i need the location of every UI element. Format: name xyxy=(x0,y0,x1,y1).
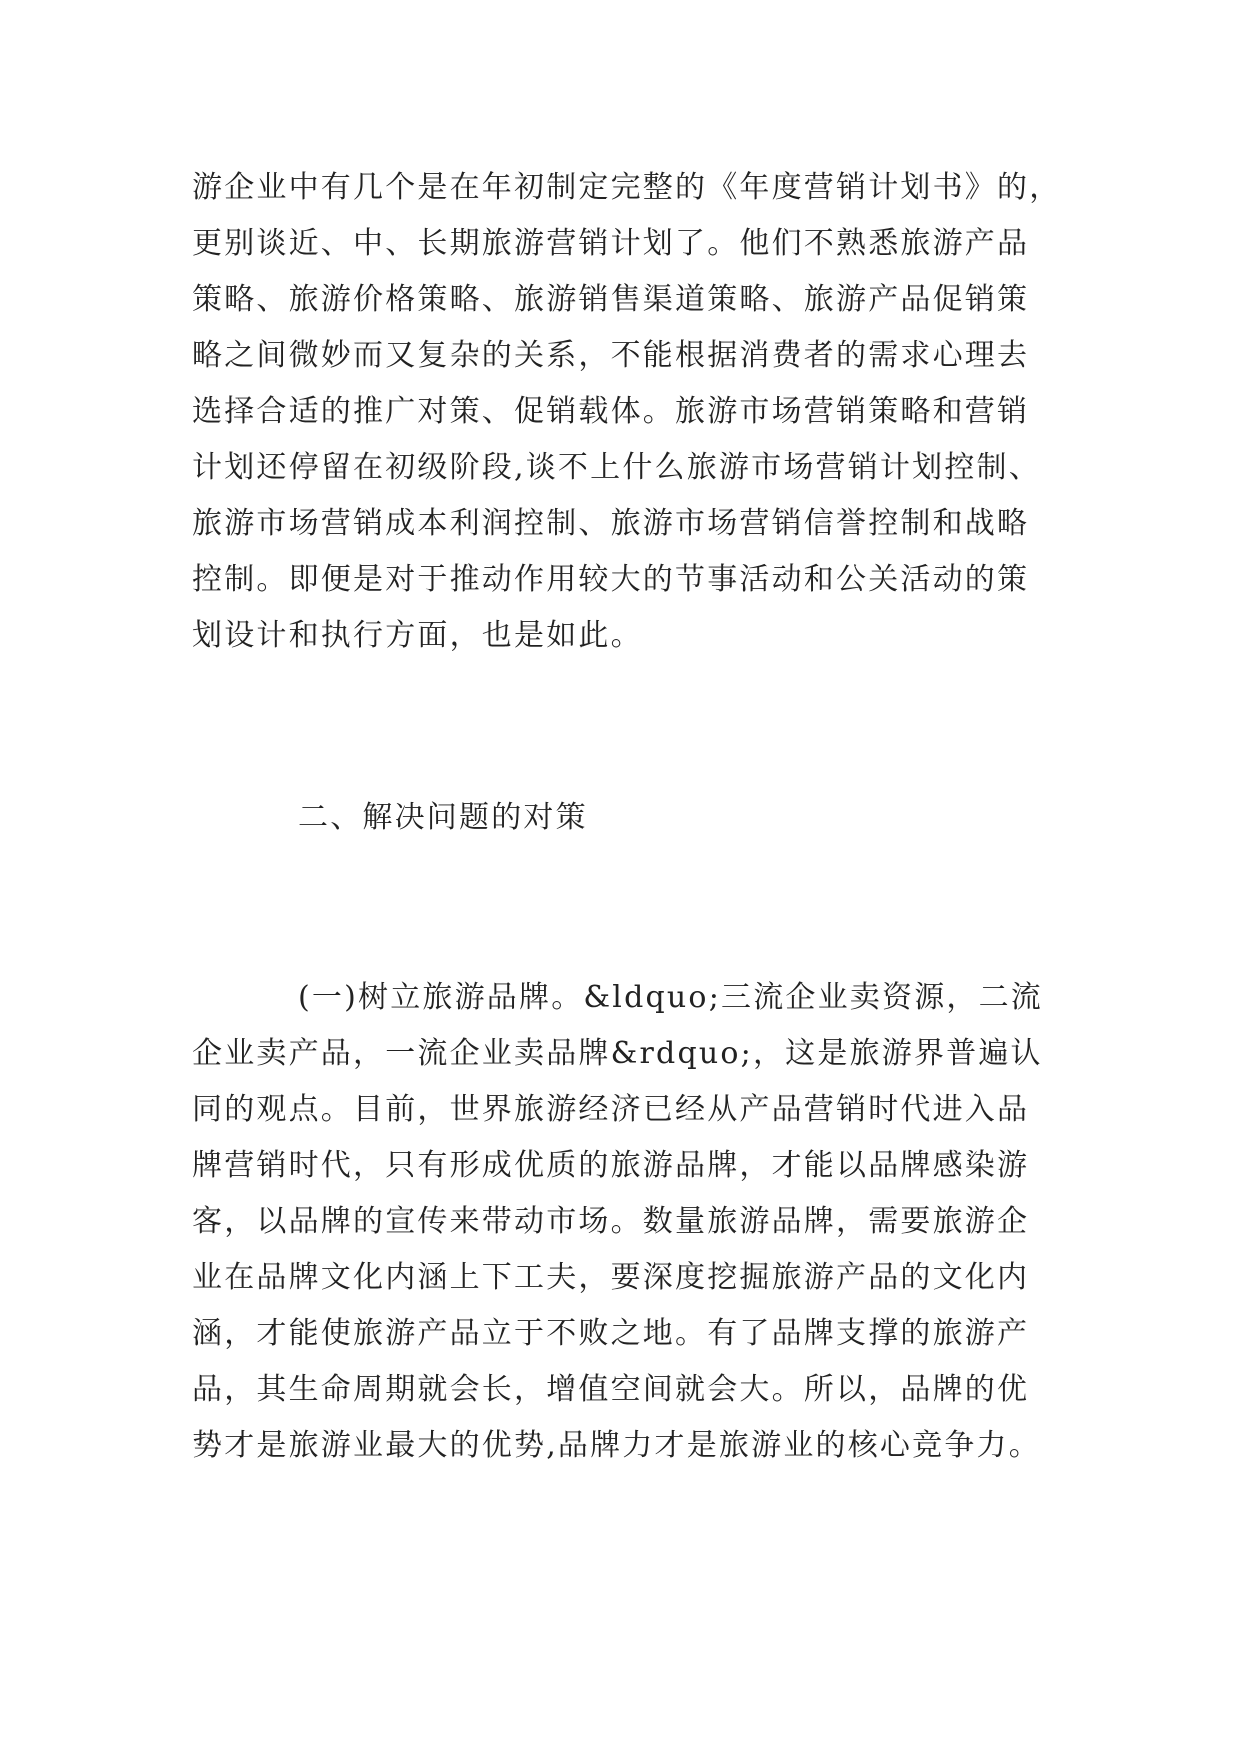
paragraph-continuation xyxy=(192,160,1062,664)
text-line: 计划还停留在初级阶段,谈不上什么旅游市场营销计划控制、 xyxy=(192,450,1041,485)
section-heading-text: 二、解决问题的对策 xyxy=(298,800,588,835)
text-line: 势才是旅游业最大的优势,品牌力才是旅游业的核心竞争力。 xyxy=(192,1428,1041,1463)
section-heading xyxy=(298,790,898,846)
text-line: (一)树立旅游品牌。&ldquo;三流企业卖资源，二流 xyxy=(298,980,1044,1015)
text-line: 业在品牌文化内涵上下工夫，要深度挖掘旅游产品的文化内 xyxy=(192,1260,1030,1295)
text-line: 客，以品牌的宣传来带动市场。数量旅游品牌，需要旅游企 xyxy=(192,1204,1030,1239)
text-line: 品，其生命周期就会长，增值空间就会大。所以，品牌的优 xyxy=(192,1372,1030,1407)
text-line: 企业卖产品，一流企业卖品牌&rdquo;，这是旅游界普遍认 xyxy=(192,1036,1043,1071)
text-line: 策略、旅游价格策略、旅游销售渠道策略、旅游产品促销策 xyxy=(192,282,1030,317)
text-line: 划设计和执行方面，也是如此。 xyxy=(192,618,643,653)
text-line: 略之间微妙而又复杂的关系，不能根据消费者的需求心理去 xyxy=(192,338,1030,373)
text-line: 选择合适的推广对策、促销载体。旅游市场营销策略和营销 xyxy=(192,394,1030,429)
text-line: 旅游市场营销成本利润控制、旅游市场营销信誉控制和战略 xyxy=(192,506,1030,541)
text-line: 涵，才能使旅游产品立于不败之地。有了品牌支撑的旅游产 xyxy=(192,1316,1030,1351)
text-line: 更别谈近、中、长期旅游营销计划了。他们不熟悉旅游产品 xyxy=(192,226,1030,261)
text-line: 控制。即便是对于推动作用较大的节事活动和公关活动的策 xyxy=(192,562,1030,597)
paragraph-brand xyxy=(192,970,1052,1474)
text-line: 同的观点。目前，世界旅游经济已经从产品营销时代进入品 xyxy=(192,1092,1030,1127)
text-line: 游企业中有几个是在年初制定完整的《年度营销计划书》的， xyxy=(192,170,1062,205)
text-line: 牌营销时代，只有形成优质的旅游品牌，才能以品牌感染游 xyxy=(192,1148,1030,1183)
